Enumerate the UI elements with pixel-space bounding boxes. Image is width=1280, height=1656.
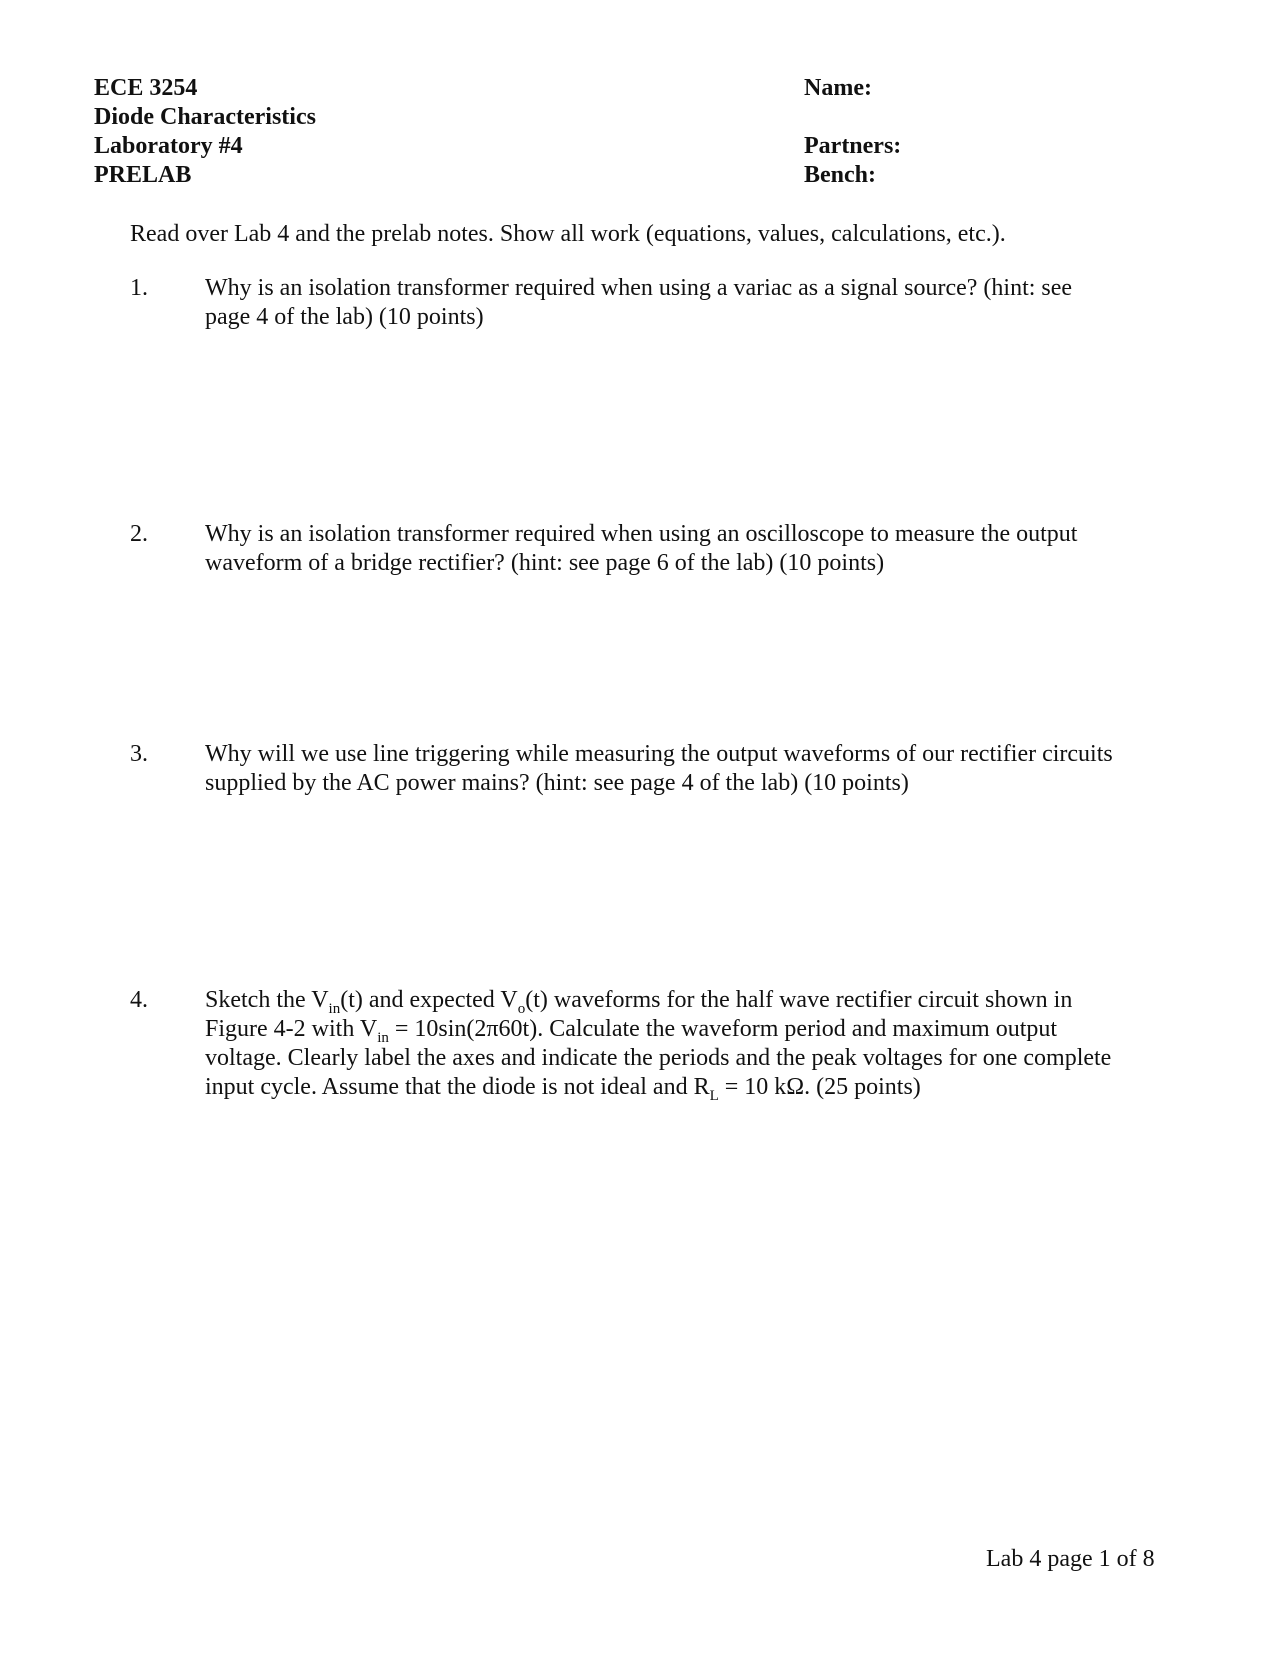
question-line: page 4 of the lab) (10 points) (205, 304, 484, 330)
question-text (205, 740, 1165, 798)
question-line: Figure 4-2 with $V_{in} = 10\sin(2\pi 60t)$. Calculate the waveform period and maximum output (205, 1016, 1058, 1046)
question-line: voltage. Clearly label the axes and indicate the periods and the peak voltages for one complete (205, 1045, 1112, 1071)
question-line: Why is an isolation transformer required when using an oscilloscope to measure the output (205, 521, 1078, 547)
question-line: waveform of a bridge rectifier? (hint: see page 6 of the lab) (10 points) (205, 550, 885, 576)
course-header (94, 74, 316, 190)
question-line: Why is an isolation transformer required when using a variac as a signal source? (hint: see (205, 275, 1073, 301)
instructions: Read over Lab 4 and the prelab notes. Show all work (equations, values, calculations, etc.). (130, 221, 1006, 247)
name-spacer (804, 103, 901, 132)
question-line: input cycle. Assume that the diode is not ideal and $R_L = 10$ kΩ. (25 points) (205, 1074, 921, 1104)
bench-label: Bench: (804, 162, 876, 188)
prelab-label: PRELAB (94, 162, 192, 188)
question-number: 3. (130, 741, 148, 767)
question-text (205, 520, 1165, 578)
page-footer: Lab 4 page 1 of 8 (986, 1546, 1155, 1572)
question-line: Sketch the $V_{in}(t)$ and expected $V_o(t)$ waveforms for the half wave rectifier circuit shown in (205, 987, 1073, 1017)
course-code: ECE 3254 (94, 75, 198, 101)
question-number: 4. (130, 987, 148, 1013)
question-number: 1. (130, 275, 148, 301)
question-text (205, 274, 1165, 332)
question-number: 2. (130, 521, 148, 547)
question-line: Why will we use line triggering while measuring the output waveforms of our rectifier circuits (205, 741, 1113, 767)
lab-title: Diode Characteristics (94, 104, 316, 130)
name-label: Name: (804, 75, 872, 101)
partners-label: Partners: (804, 133, 902, 159)
question-text (205, 986, 1165, 1102)
lab-number: Laboratory #4 (94, 133, 243, 159)
student-info-block (804, 74, 901, 190)
question-line: supplied by the AC power mains? (hint: see page 4 of the lab) (10 points) (205, 770, 909, 796)
